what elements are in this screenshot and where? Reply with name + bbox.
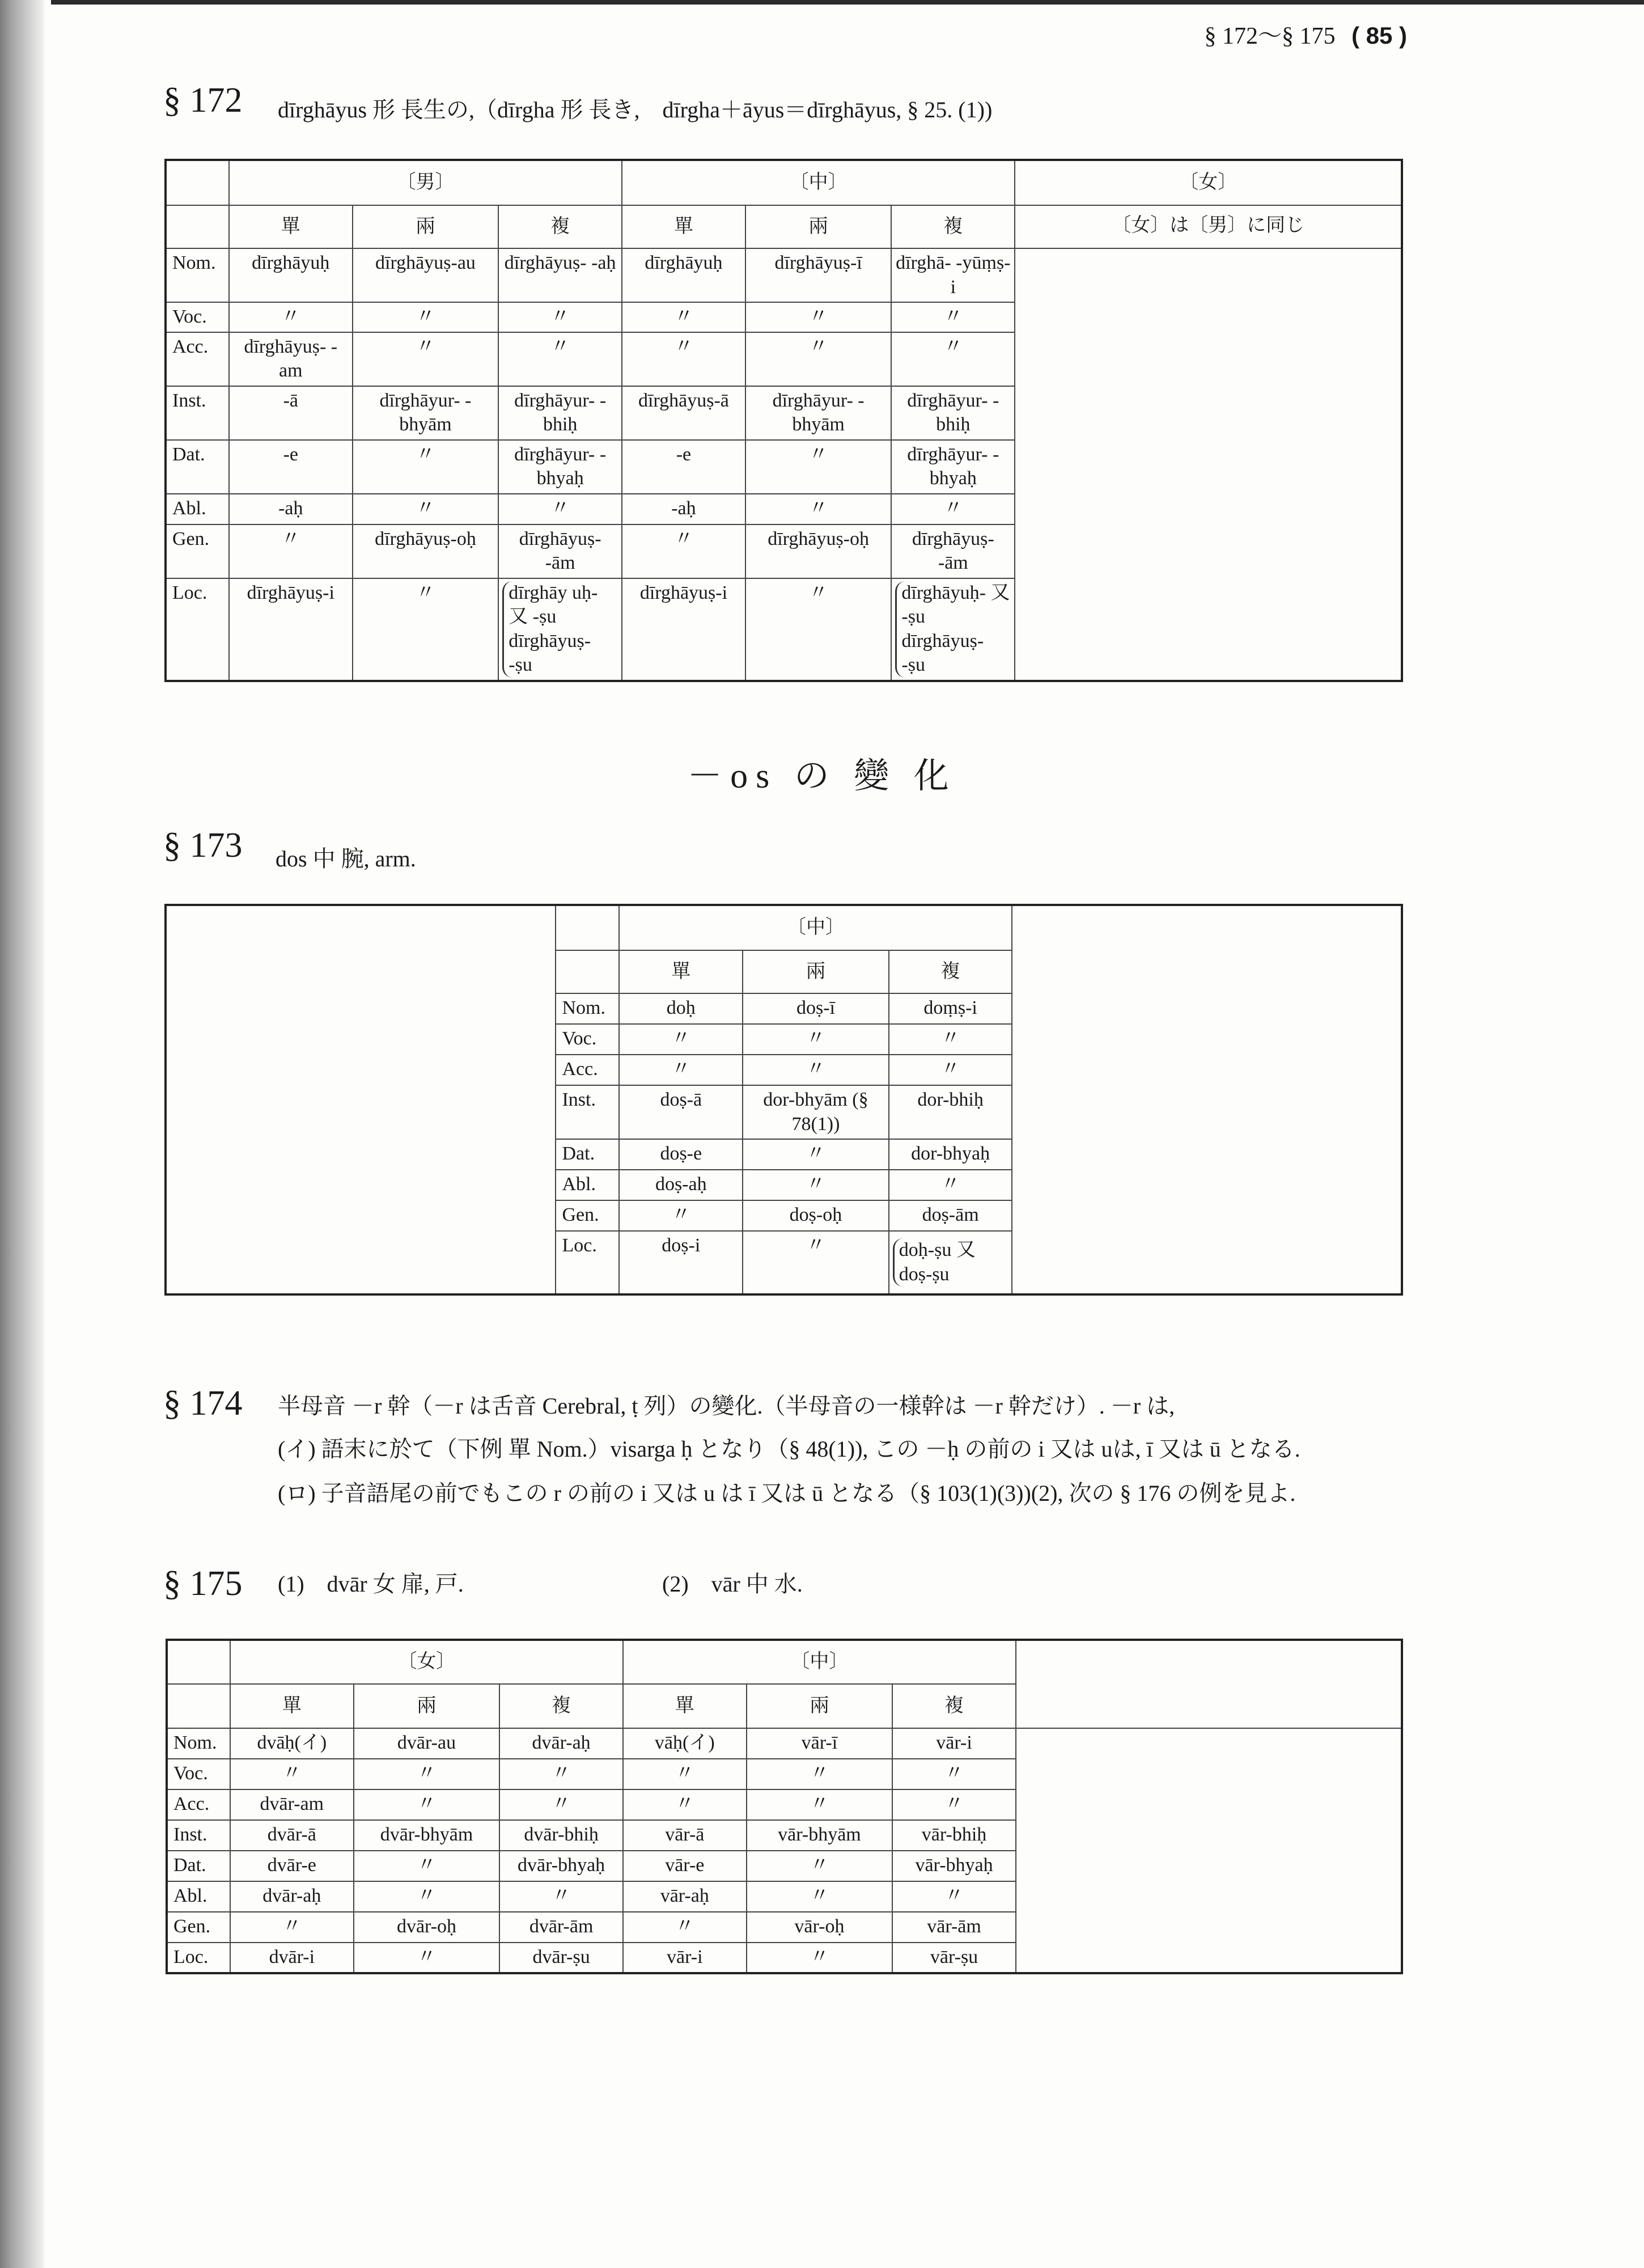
alt-forms-brace: dīrghāy uḥ- 又 -ṣu dīrghāyuṣ- -ṣu [502,581,618,678]
table-cell: 〃 [354,1759,500,1789]
table-cell: vār-e [623,1851,747,1881]
case-label: Nom. [167,1728,230,1759]
corner-cell [556,950,619,993]
table-cell: vār-oḥ [747,1912,893,1943]
section-173-text: dos 中 腕, arm. [276,846,416,871]
page-number: ( 85 ) [1351,22,1407,49]
case-label: Loc. [167,1943,230,1973]
section-172-text: dīrghāyus 形 長生の,（dīrgha 形 長き, dīrgha＋āyus＝dīrghāyus, § 25. (1)) [278,97,993,122]
section-number-174: § 174 [163,1384,243,1423]
table-cell: dīrghāyuṣ- -aḥ [498,248,622,302]
table-cell: 〃 [623,1912,747,1943]
table-row [167,1759,1402,1789]
table-row [166,494,1402,524]
case-label: Voc. [166,302,229,332]
table-cell: 〃 [353,302,499,332]
table-cell: 〃 [498,332,622,386]
table-cell: 〃 [743,1055,889,1085]
table-cell: dor-bhyaḥ [889,1139,1012,1170]
table-cell: 〃 [889,1055,1012,1085]
table-cell: 〃 [747,1759,893,1789]
table-cell: dīrghāyur- -bhiḥ [891,386,1015,440]
case-label: Nom. [166,248,229,302]
table-cell: 〃 [619,1055,743,1085]
table-cell: vāḥ(イ) [623,1728,747,1759]
table-cell: dvāḥ(イ) [230,1728,354,1759]
table-row [166,440,1402,494]
table-row [167,1789,1402,1820]
table-cell: 〃 [230,1759,354,1789]
number-header: 複 [889,950,1012,993]
table-cell: vār-aḥ [623,1881,747,1912]
case-label: Acc. [167,1789,230,1820]
table-cell: dīrghāyuḥ [622,248,745,302]
table-cell: dvār-ā [230,1820,354,1851]
table-cell: 〃 [745,578,892,681]
table-cell: 〃 [743,1231,889,1294]
table-cell: 〃 [619,1024,743,1055]
table-cell: dīrghāyuṣ-au [353,248,499,302]
table-cell: 〃 [619,1200,743,1231]
table-cell: 〃 [622,302,745,332]
blank-area-left [166,905,556,1294]
case-label: Dat. [167,1851,230,1881]
table-cell: dvār-ṣu [499,1943,623,1973]
table-cell: 〃 [499,1789,623,1820]
table-cell: doṣ-e [619,1139,743,1170]
table-row [166,386,1402,440]
table-cell: vār-bhyaḥ [892,1851,1016,1881]
table-cell: 〃 [229,524,353,578]
table-cell: doṣ-oḥ [743,1200,889,1231]
table-cell: 〃 [498,494,622,524]
table-cell: vār-ā [623,1820,747,1851]
table-cell: dīrghāyuṣ-oḥ [745,524,892,578]
table-cell: -aḥ [622,494,745,524]
table-cell: 〃 [892,1789,1016,1820]
table-cell: dīrghāyuṣ- -ām [891,524,1015,578]
table-cell: doṣ-aḥ [619,1170,743,1200]
table-cell: dvār-bhyām [354,1820,500,1851]
table-cell: dīrghāyuṣ- -am [229,332,353,386]
table-cell: -ā [229,386,353,440]
case-label: Abl. [556,1170,619,1200]
number-header: 複 [891,205,1015,248]
number-header: 複 [892,1684,1016,1728]
table-cell: 〃 [745,332,892,386]
number-header: 兩 [354,1684,500,1728]
blank-area-right [1016,1640,1402,1728]
table-cell: 〃 [353,578,499,681]
case-label: Gen. [166,524,229,578]
corner-cell [166,205,229,248]
table-cell: 〃 [622,524,745,578]
table-cell: dvār-aḥ [230,1881,354,1912]
table-cell: 〃 [354,1881,500,1912]
table-cell: vār-i [623,1943,747,1973]
table-cell: dīrghāyur- -bhyaḥ [891,440,1015,494]
table-cell: doṃṣ-i [889,993,1012,1024]
table-cell: doṣ-ī [743,993,889,1024]
table-cell: 〃 [743,1024,889,1055]
section-175-item-2: (2) vār 中 水. [662,1571,803,1597]
page-header [1204,17,1407,51]
case-label: Voc. [167,1759,230,1789]
heading-os-declension: －os の 變 化 [687,757,957,796]
table-cell: -e [229,440,353,494]
table-cell: dīrghāyuḥ [229,248,353,302]
case-label: Loc. [556,1231,619,1294]
table-cell: 〃 [747,1943,893,1973]
number-header: 單 [623,1684,747,1728]
table-cell: dvār-ām [499,1912,623,1943]
group-header-fem: 〔女〕 [1015,160,1402,205]
declension-table-175 [166,1639,1403,1974]
page-binding-shadow [0,0,44,2268]
table-row [167,1912,1402,1943]
number-header: 複 [499,1684,623,1728]
table-row [167,1881,1402,1912]
table-cell: 〃 [354,1851,500,1881]
table-cell: 〃 [889,1170,1012,1200]
section-number-172: § 172 [163,81,243,120]
table-row [166,248,1402,302]
table-row [166,302,1402,332]
table-cell: vār-ṣu [892,1943,1016,1973]
table-cell: vār-bhiḥ [892,1820,1016,1851]
section-174-line-3: (ロ) 子音語尾の前でもこの r の前の i 又は u は ī 又は ū となる（§ 103(1)(3))(2), 次の § 176 の例を見よ. [278,1480,1296,1506]
table-cell: dvār-bhyaḥ [499,1851,623,1881]
table-row [167,1728,1402,1759]
table-cell: dvār-am [230,1789,354,1820]
table-cell: doṣ-ām [889,1200,1012,1231]
number-header: 兩 [353,205,499,248]
table-cell: 〃 [747,1789,893,1820]
fem-same-as-masc-note: 〔女〕は〔男〕に同じ [1015,205,1402,248]
table-cell: dīrghāyur- -bhyām [353,386,499,440]
table-cell: dīrghāyur- -bhyaḥ [498,440,622,494]
table-cell: dīrghāyuṣ-oḥ [353,524,499,578]
table-cell: 〃 [892,1881,1016,1912]
table-cell: dīrghāyuṣ- -ām [498,524,622,578]
section-number-173: § 173 [163,826,243,865]
table-cell: -aḥ [229,494,353,524]
case-label: Inst. [556,1085,619,1139]
number-header: 單 [230,1684,354,1728]
table-cell: vār-i [892,1728,1016,1759]
case-label: Loc. [166,578,229,681]
table-cell: 〃 [747,1881,893,1912]
corner-cell [166,160,229,205]
table-cell: dor-bhiḥ [889,1085,1012,1139]
table-cell: dīrghāyuṣ-ī [745,248,892,302]
table-cell: 〃 [891,332,1015,386]
corner-cell [167,1640,230,1684]
corner-cell [556,905,619,950]
case-label: Inst. [166,386,229,440]
table-cell: 〃 [353,494,499,524]
case-label: Dat. [556,1139,619,1170]
table-cell: doṣ-ā [619,1085,743,1139]
table-row [166,578,1402,681]
table-row [167,1851,1402,1881]
alt-forms-brace: doḥ-ṣu 又 doṣ-ṣu [893,1238,1009,1287]
table-cell: doṣ-i [619,1231,743,1294]
table-cell: dvār-i [230,1943,354,1973]
table-cell: dvār-e [230,1851,354,1881]
table-cell: dīrghāyur- -bhiḥ [498,386,622,440]
group-header-neut: 〔中〕 [619,905,1012,950]
table-cell [889,1231,1012,1294]
table-cell: 〃 [743,1139,889,1170]
number-header: 單 [622,205,745,248]
declension-table-172 [164,159,1403,682]
table-cell: 〃 [353,440,499,494]
number-header: 兩 [747,1684,893,1728]
table-cell: 〃 [623,1759,747,1789]
group-header-fem: 〔女〕 [230,1640,623,1684]
number-header: 複 [498,205,622,248]
table-row [167,1820,1402,1851]
table-cell: 〃 [745,302,892,332]
table-cell: dvār-oḥ [354,1912,500,1943]
table-cell: dvār-bhiḥ [499,1820,623,1851]
group-header-neut: 〔中〕 [622,160,1015,205]
group-header-neut: 〔中〕 [623,1640,1016,1684]
table-cell: 〃 [354,1943,500,1973]
case-label: Voc. [556,1024,619,1055]
table-row [166,524,1402,578]
table-row [167,1943,1402,1973]
table-row [166,332,1402,386]
table-cell: 〃 [891,302,1015,332]
table-cell: 〃 [745,440,892,494]
table-cell: 〃 [353,332,499,386]
table-cell: dor-bhyām (§ 78(1)) [743,1085,889,1139]
table-cell: 〃 [891,494,1015,524]
table-cell: 〃 [623,1789,747,1820]
table-cell: 〃 [745,494,892,524]
section-175-item-1: (1) dvār 女 扉, 戸. [278,1571,464,1597]
table-cell: dvār-aḥ [499,1728,623,1759]
table-cell: 〃 [498,302,622,332]
table-cell: 〃 [892,1759,1016,1789]
alt-forms-brace: dīrghāyuḥ- 又 -ṣu dīrghāyuṣ- -ṣu [895,581,1011,678]
table-cell: doḥ [619,993,743,1024]
table-cell: dīrghā- -yūṃṣ-i [891,248,1015,302]
group-header-masc: 〔男〕 [229,160,622,205]
section-number-175: § 175 [163,1564,243,1603]
case-label: Acc. [166,332,229,386]
top-rule [51,0,1644,5]
table-cell: vār-ī [747,1728,893,1759]
table-cell: dīrghāyuṣ-ā [622,386,745,440]
number-header: 兩 [745,205,892,248]
table-cell: -e [622,440,745,494]
table-cell [891,578,1015,681]
table-cell: 〃 [747,1851,893,1881]
table-cell: dīrghāyuṣ-i [622,578,745,681]
table-cell: 〃 [743,1170,889,1200]
table-cell: dvār-au [354,1728,500,1759]
section-174-line-2: (イ) 語末に於て（下例 單 Nom.）visarga ḥ となり（§ 48(1)), この －ḥ の前の i 又は uは, ī 又は ū となる. [278,1436,1300,1462]
table-cell: dīrghāyuṣ-i [229,578,353,681]
table-cell: 〃 [230,1912,354,1943]
table-cell: 〃 [354,1789,500,1820]
table-cell: 〃 [622,332,745,386]
number-header: 單 [229,205,353,248]
case-label: Gen. [556,1200,619,1231]
case-label: Acc. [556,1055,619,1085]
table-cell: 〃 [499,1881,623,1912]
table-cell: vār-ām [892,1912,1016,1943]
number-header: 單 [619,950,743,993]
table-cell: 〃 [499,1759,623,1789]
blank-area-right [1012,905,1402,1294]
section-range: § 172～§ 175 [1204,23,1336,49]
case-label: Nom. [556,993,619,1024]
corner-cell [167,1684,230,1728]
declension-table-173 [164,904,1403,1296]
case-label: Gen. [167,1912,230,1943]
section-174-line-1: 半母音 －r 幹（－r は舌音 Cerebral, ṭ 列）の變化.（半母音の一様幹は －r 幹だけ）. －r は, [278,1393,1175,1419]
case-label: Abl. [166,494,229,524]
number-header: 兩 [743,950,889,993]
table-cell: 〃 [889,1024,1012,1055]
table-cell: 〃 [229,302,353,332]
table-cell [498,578,622,681]
table-cell: dīrghāyur- -bhyām [745,386,892,440]
case-label: Dat. [166,440,229,494]
case-label: Abl. [167,1881,230,1912]
table-cell: vār-bhyām [747,1820,893,1851]
case-label: Inst. [167,1820,230,1851]
